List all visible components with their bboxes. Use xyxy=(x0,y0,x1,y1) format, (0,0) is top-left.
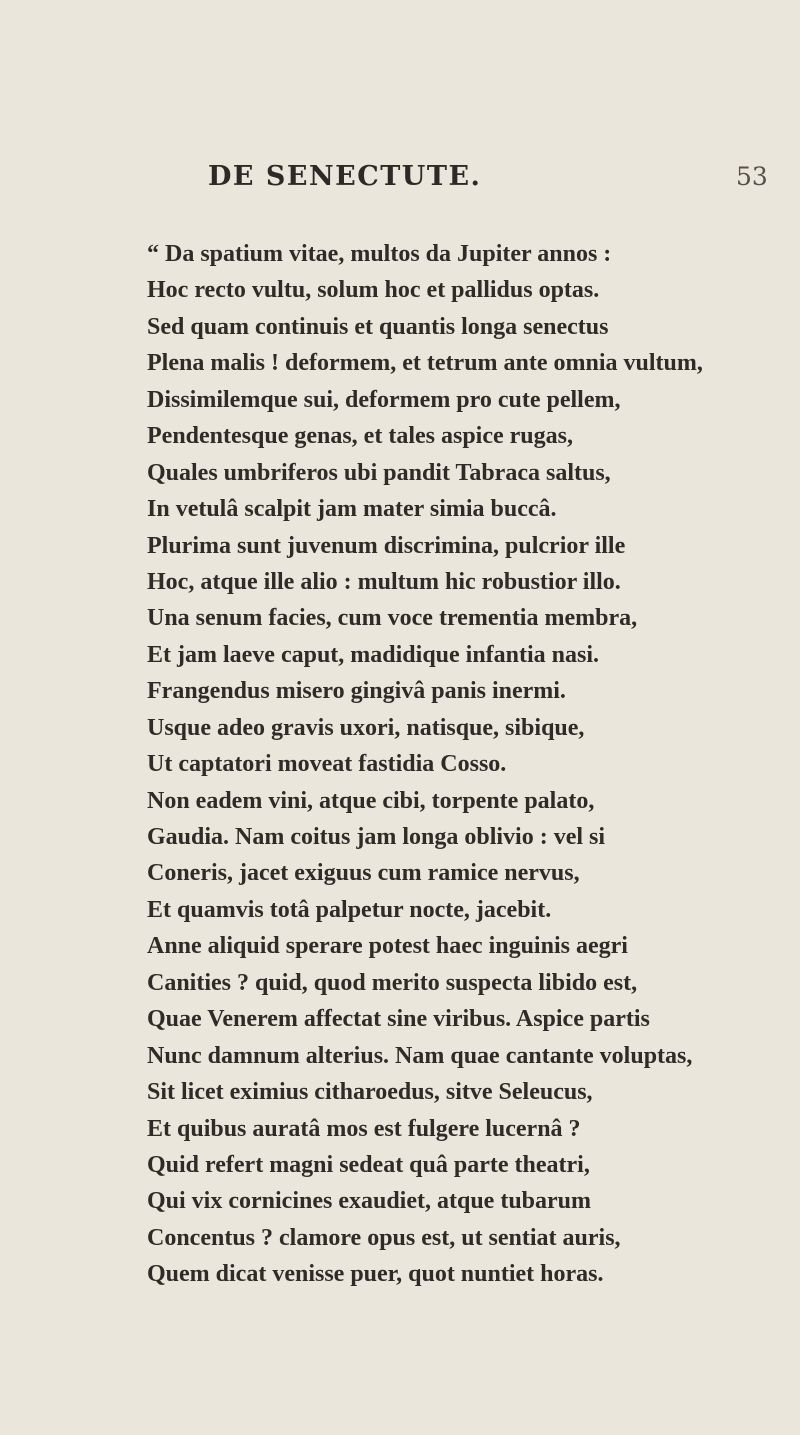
poem-verses xyxy=(147,236,792,1293)
verse-line: “ Da spatium vitae, multos da Jupiter annos : xyxy=(147,241,612,267)
verse-line: Plena malis ! deformem, et tetrum ante omnia vultum, xyxy=(147,350,703,377)
verse-line: Sed quam continuis et quantis longa senectus xyxy=(147,313,609,340)
verse-line: Anne aliquid sperare potest haec inguinis aegri xyxy=(147,933,628,960)
verse-line: Hoc, atque ille alio : multum hic robustior illo. xyxy=(147,568,621,595)
verse-line: Concentus ? clamore opus est, ut sentiat auris, xyxy=(147,1224,621,1251)
running-title: DE SENECTUTE. xyxy=(208,161,482,192)
verse-line: Quales umbriferos ubi pandit Tabraca saltus, xyxy=(147,459,611,486)
verse-line: Plurima sunt juvenum discrimina, pulcrior ille xyxy=(147,532,626,559)
verse-line: Una senum facies, cum voce trementia membra, xyxy=(147,605,638,632)
verse-line: Quae Venerem affectat sine viribus. Aspice partis xyxy=(147,1006,650,1033)
verse-line: Quid refert magni sedeat quâ parte theatri, xyxy=(147,1151,590,1178)
verse-line: Frangendus misero gingivâ panis inermi. xyxy=(147,678,566,705)
verse-line: Quem dicat venisse puer, quot nuntiet horas. xyxy=(147,1261,604,1288)
verse-line: Hoc recto vultu, solum hoc et pallidus optas. xyxy=(147,277,600,304)
verse-line: Gaudia. Nam coitus jam longa oblivio : vel si xyxy=(147,824,606,850)
verse-line: Et jam laeve caput, madidique infantia nasi. xyxy=(147,641,600,668)
verse-line: In vetulâ scalpit jam mater simia buccâ. xyxy=(147,496,557,523)
page-number: 53 xyxy=(736,162,768,191)
verse-line: Usque adeo gravis uxori, natisque, sibique, xyxy=(147,714,585,741)
verse-line: Pendentesque genas, et tales aspice rugas, xyxy=(147,423,573,450)
verse-line: Coneris, jacet exiguus cum ramice nervus, xyxy=(147,860,580,887)
verse-line: Et quamvis totâ palpetur nocte, jacebit. xyxy=(147,896,552,923)
verse-line: Nunc damnum alterius. Nam quae cantante voluptas, xyxy=(147,1042,693,1069)
verse-line: Dissimilemque sui, deformem pro cute pellem, xyxy=(147,386,621,413)
verse-line: Non eadem vini, atque cibi, torpente palato, xyxy=(147,787,595,814)
page-header xyxy=(0,160,800,200)
verse-line: Canities ? quid, quod merito suspecta libido est, xyxy=(147,969,638,996)
verse-line: Qui vix cornicines exaudiet, atque tubarum xyxy=(147,1188,592,1215)
verse-line: Sit licet eximius citharoedus, sitve Seleucus, xyxy=(147,1079,593,1106)
verse-line: Et quibus auratâ mos est fulgere lucernâ ? xyxy=(147,1115,581,1142)
verse-line: Ut captatori moveat fastidia Cosso. xyxy=(147,751,507,778)
